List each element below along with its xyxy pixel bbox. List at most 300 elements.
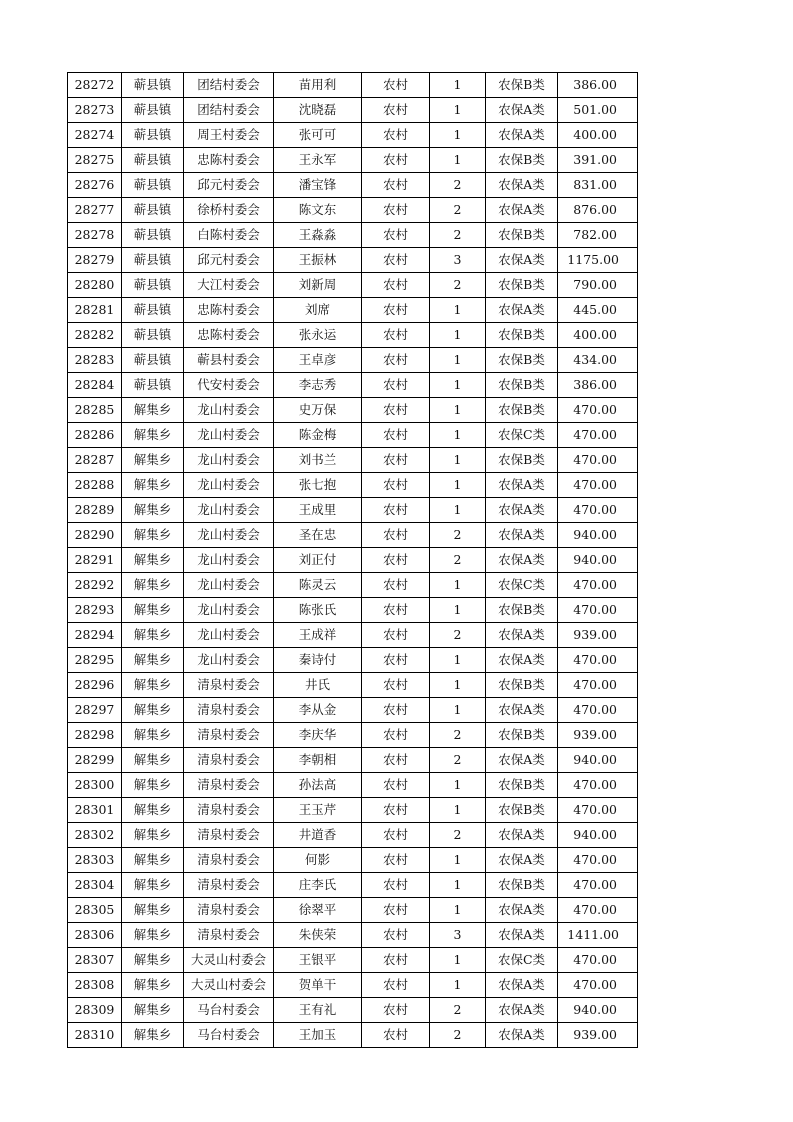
cell-name: 刘新周 bbox=[274, 273, 362, 298]
cell-count: 2 bbox=[430, 998, 486, 1023]
cell-area: 农村 bbox=[362, 73, 430, 98]
table-row bbox=[68, 598, 638, 623]
cell-village: 大灵山村委会 bbox=[184, 948, 274, 973]
cell-id: 28308 bbox=[68, 973, 122, 998]
cell-name: 李从金 bbox=[274, 698, 362, 723]
cell-village: 清泉村委会 bbox=[184, 848, 274, 873]
cell-area: 农村 bbox=[362, 148, 430, 173]
cell-name: 王玉芹 bbox=[274, 798, 362, 823]
cell-name: 陈文东 bbox=[274, 198, 362, 223]
table-row bbox=[68, 798, 638, 823]
cell-town: 解集乡 bbox=[122, 773, 184, 798]
cell-village: 清泉村委会 bbox=[184, 773, 274, 798]
cell-area: 农村 bbox=[362, 873, 430, 898]
cell-town: 解集乡 bbox=[122, 973, 184, 998]
records-table bbox=[67, 72, 638, 1048]
cell-name: 王银平 bbox=[274, 948, 362, 973]
cell-count: 1 bbox=[430, 448, 486, 473]
cell-id: 28304 bbox=[68, 873, 122, 898]
cell-town: 蕲县镇 bbox=[122, 273, 184, 298]
cell-id: 28310 bbox=[68, 1023, 122, 1048]
cell-amount: 434.00 bbox=[558, 348, 638, 373]
cell-id: 28290 bbox=[68, 523, 122, 548]
cell-town: 解集乡 bbox=[122, 898, 184, 923]
cell-type: 农保B类 bbox=[486, 773, 558, 798]
table-row bbox=[68, 298, 638, 323]
cell-town: 解集乡 bbox=[122, 448, 184, 473]
cell-id: 28288 bbox=[68, 473, 122, 498]
cell-type: 农保B类 bbox=[486, 223, 558, 248]
cell-amount: 400.00 bbox=[558, 323, 638, 348]
cell-name: 王淼淼 bbox=[274, 223, 362, 248]
cell-type: 农保A类 bbox=[486, 823, 558, 848]
table-row bbox=[68, 698, 638, 723]
cell-village: 马台村委会 bbox=[184, 998, 274, 1023]
cell-type: 农保B类 bbox=[486, 798, 558, 823]
cell-type: 农保A类 bbox=[486, 973, 558, 998]
cell-name: 王振林 bbox=[274, 248, 362, 273]
cell-type: 农保C类 bbox=[486, 423, 558, 448]
cell-town: 解集乡 bbox=[122, 548, 184, 573]
cell-type: 农保A类 bbox=[486, 698, 558, 723]
cell-village: 龙山村委会 bbox=[184, 448, 274, 473]
cell-type: 农保B类 bbox=[486, 148, 558, 173]
cell-area: 农村 bbox=[362, 498, 430, 523]
table-row bbox=[68, 723, 638, 748]
cell-id: 28275 bbox=[68, 148, 122, 173]
cell-id: 28282 bbox=[68, 323, 122, 348]
table-row bbox=[68, 898, 638, 923]
cell-type: 农保B类 bbox=[486, 73, 558, 98]
cell-amount: 470.00 bbox=[558, 948, 638, 973]
cell-village: 团结村委会 bbox=[184, 98, 274, 123]
cell-amount: 1411.00 bbox=[558, 923, 638, 948]
cell-area: 农村 bbox=[362, 998, 430, 1023]
cell-amount: 470.00 bbox=[558, 498, 638, 523]
cell-name: 王卓彦 bbox=[274, 348, 362, 373]
cell-town: 解集乡 bbox=[122, 623, 184, 648]
cell-type: 农保B类 bbox=[486, 673, 558, 698]
cell-town: 解集乡 bbox=[122, 723, 184, 748]
cell-id: 28287 bbox=[68, 448, 122, 473]
cell-village: 徐桥村委会 bbox=[184, 198, 274, 223]
cell-id: 28280 bbox=[68, 273, 122, 298]
cell-type: 农保A类 bbox=[486, 298, 558, 323]
cell-area: 农村 bbox=[362, 973, 430, 998]
cell-town: 蕲县镇 bbox=[122, 298, 184, 323]
table-row bbox=[68, 98, 638, 123]
cell-village: 清泉村委会 bbox=[184, 798, 274, 823]
cell-area: 农村 bbox=[362, 98, 430, 123]
table-row bbox=[68, 448, 638, 473]
cell-count: 1 bbox=[430, 948, 486, 973]
cell-name: 李志秀 bbox=[274, 373, 362, 398]
cell-amount: 386.00 bbox=[558, 73, 638, 98]
cell-name: 刘正付 bbox=[274, 548, 362, 573]
cell-amount: 782.00 bbox=[558, 223, 638, 248]
table-row bbox=[68, 573, 638, 598]
cell-town: 解集乡 bbox=[122, 398, 184, 423]
cell-area: 农村 bbox=[362, 248, 430, 273]
cell-name: 王有礼 bbox=[274, 998, 362, 1023]
cell-count: 1 bbox=[430, 98, 486, 123]
cell-name: 何影 bbox=[274, 848, 362, 873]
cell-area: 农村 bbox=[362, 848, 430, 873]
table-row bbox=[68, 323, 638, 348]
cell-amount: 470.00 bbox=[558, 898, 638, 923]
cell-type: 农保A类 bbox=[486, 98, 558, 123]
cell-village: 忠陈村委会 bbox=[184, 148, 274, 173]
cell-count: 1 bbox=[430, 873, 486, 898]
cell-town: 解集乡 bbox=[122, 698, 184, 723]
table-row bbox=[68, 848, 638, 873]
table-row bbox=[68, 473, 638, 498]
cell-count: 1 bbox=[430, 298, 486, 323]
cell-town: 解集乡 bbox=[122, 573, 184, 598]
cell-id: 28283 bbox=[68, 348, 122, 373]
cell-town: 蕲县镇 bbox=[122, 173, 184, 198]
cell-id: 28302 bbox=[68, 823, 122, 848]
table-row bbox=[68, 123, 638, 148]
cell-village: 龙山村委会 bbox=[184, 548, 274, 573]
cell-amount: 939.00 bbox=[558, 723, 638, 748]
cell-count: 2 bbox=[430, 623, 486, 648]
cell-area: 农村 bbox=[362, 273, 430, 298]
cell-village: 忠陈村委会 bbox=[184, 298, 274, 323]
cell-town: 解集乡 bbox=[122, 648, 184, 673]
cell-village: 龙山村委会 bbox=[184, 473, 274, 498]
table-row bbox=[68, 173, 638, 198]
cell-area: 农村 bbox=[362, 223, 430, 248]
cell-village: 马台村委会 bbox=[184, 1023, 274, 1048]
cell-count: 1 bbox=[430, 798, 486, 823]
table-row bbox=[68, 548, 638, 573]
cell-type: 农保A类 bbox=[486, 523, 558, 548]
cell-town: 蕲县镇 bbox=[122, 123, 184, 148]
cell-area: 农村 bbox=[362, 898, 430, 923]
cell-id: 28293 bbox=[68, 598, 122, 623]
cell-type: 农保B类 bbox=[486, 448, 558, 473]
cell-area: 农村 bbox=[362, 948, 430, 973]
cell-type: 农保A类 bbox=[486, 923, 558, 948]
cell-town: 解集乡 bbox=[122, 848, 184, 873]
cell-amount: 940.00 bbox=[558, 823, 638, 848]
cell-type: 农保A类 bbox=[486, 198, 558, 223]
cell-amount: 470.00 bbox=[558, 973, 638, 998]
cell-town: 蕲县镇 bbox=[122, 98, 184, 123]
cell-name: 井道香 bbox=[274, 823, 362, 848]
cell-id: 28291 bbox=[68, 548, 122, 573]
cell-town: 蕲县镇 bbox=[122, 373, 184, 398]
cell-type: 农保A类 bbox=[486, 248, 558, 273]
cell-amount: 470.00 bbox=[558, 773, 638, 798]
cell-area: 农村 bbox=[362, 573, 430, 598]
cell-name: 张永运 bbox=[274, 323, 362, 348]
cell-village: 蕲县村委会 bbox=[184, 348, 274, 373]
table-row bbox=[68, 273, 638, 298]
cell-village: 龙山村委会 bbox=[184, 623, 274, 648]
cell-id: 28278 bbox=[68, 223, 122, 248]
cell-amount: 470.00 bbox=[558, 448, 638, 473]
cell-amount: 876.00 bbox=[558, 198, 638, 223]
cell-id: 28294 bbox=[68, 623, 122, 648]
table-row bbox=[68, 148, 638, 173]
table-row bbox=[68, 998, 638, 1023]
cell-village: 清泉村委会 bbox=[184, 723, 274, 748]
cell-count: 2 bbox=[430, 523, 486, 548]
cell-amount: 386.00 bbox=[558, 373, 638, 398]
cell-area: 农村 bbox=[362, 173, 430, 198]
cell-town: 蕲县镇 bbox=[122, 248, 184, 273]
cell-id: 28277 bbox=[68, 198, 122, 223]
cell-id: 28296 bbox=[68, 673, 122, 698]
cell-name: 孙法高 bbox=[274, 773, 362, 798]
cell-count: 1 bbox=[430, 673, 486, 698]
cell-area: 农村 bbox=[362, 323, 430, 348]
cell-town: 解集乡 bbox=[122, 1023, 184, 1048]
cell-amount: 940.00 bbox=[558, 523, 638, 548]
cell-id: 28297 bbox=[68, 698, 122, 723]
cell-name: 井氏 bbox=[274, 673, 362, 698]
cell-amount: 501.00 bbox=[558, 98, 638, 123]
cell-count: 1 bbox=[430, 898, 486, 923]
cell-id: 28276 bbox=[68, 173, 122, 198]
cell-count: 2 bbox=[430, 1023, 486, 1048]
table-row bbox=[68, 248, 638, 273]
cell-name: 史万保 bbox=[274, 398, 362, 423]
table-row bbox=[68, 923, 638, 948]
cell-village: 清泉村委会 bbox=[184, 748, 274, 773]
cell-village: 大江村委会 bbox=[184, 273, 274, 298]
cell-area: 农村 bbox=[362, 748, 430, 773]
cell-village: 大灵山村委会 bbox=[184, 973, 274, 998]
table-row bbox=[68, 198, 638, 223]
table-row bbox=[68, 1023, 638, 1048]
table-row bbox=[68, 948, 638, 973]
cell-type: 农保A类 bbox=[486, 898, 558, 923]
cell-village: 邱元村委会 bbox=[184, 173, 274, 198]
cell-count: 2 bbox=[430, 223, 486, 248]
cell-type: 农保B类 bbox=[486, 323, 558, 348]
cell-name: 徐翠平 bbox=[274, 898, 362, 923]
cell-count: 1 bbox=[430, 123, 486, 148]
cell-amount: 470.00 bbox=[558, 473, 638, 498]
cell-town: 解集乡 bbox=[122, 523, 184, 548]
table-row bbox=[68, 873, 638, 898]
cell-area: 农村 bbox=[362, 598, 430, 623]
cell-id: 28300 bbox=[68, 773, 122, 798]
cell-count: 3 bbox=[430, 248, 486, 273]
cell-amount: 470.00 bbox=[558, 798, 638, 823]
cell-town: 蕲县镇 bbox=[122, 348, 184, 373]
cell-town: 解集乡 bbox=[122, 998, 184, 1023]
cell-area: 农村 bbox=[362, 623, 430, 648]
cell-area: 农村 bbox=[362, 773, 430, 798]
table-row bbox=[68, 623, 638, 648]
cell-id: 28273 bbox=[68, 98, 122, 123]
cell-name: 刘书兰 bbox=[274, 448, 362, 473]
cell-id: 28309 bbox=[68, 998, 122, 1023]
cell-count: 2 bbox=[430, 723, 486, 748]
cell-area: 农村 bbox=[362, 448, 430, 473]
cell-id: 28272 bbox=[68, 73, 122, 98]
cell-amount: 470.00 bbox=[558, 673, 638, 698]
table-row bbox=[68, 973, 638, 998]
table-row bbox=[68, 823, 638, 848]
cell-town: 解集乡 bbox=[122, 498, 184, 523]
cell-amount: 790.00 bbox=[558, 273, 638, 298]
cell-amount: 940.00 bbox=[558, 748, 638, 773]
cell-village: 代安村委会 bbox=[184, 373, 274, 398]
cell-area: 农村 bbox=[362, 1023, 430, 1048]
cell-type: 农保B类 bbox=[486, 873, 558, 898]
cell-name: 王成祥 bbox=[274, 623, 362, 648]
cell-village: 清泉村委会 bbox=[184, 923, 274, 948]
cell-amount: 470.00 bbox=[558, 398, 638, 423]
cell-count: 1 bbox=[430, 373, 486, 398]
cell-village: 龙山村委会 bbox=[184, 598, 274, 623]
cell-id: 28303 bbox=[68, 848, 122, 873]
cell-count: 1 bbox=[430, 148, 486, 173]
cell-count: 1 bbox=[430, 323, 486, 348]
cell-name: 王成里 bbox=[274, 498, 362, 523]
table-row bbox=[68, 73, 638, 98]
cell-town: 解集乡 bbox=[122, 823, 184, 848]
cell-area: 农村 bbox=[362, 648, 430, 673]
cell-type: 农保A类 bbox=[486, 473, 558, 498]
cell-area: 农村 bbox=[362, 473, 430, 498]
cell-name: 朱侠荣 bbox=[274, 923, 362, 948]
cell-name: 苗用利 bbox=[274, 73, 362, 98]
cell-amount: 470.00 bbox=[558, 423, 638, 448]
cell-id: 28281 bbox=[68, 298, 122, 323]
cell-village: 清泉村委会 bbox=[184, 898, 274, 923]
cell-amount: 445.00 bbox=[558, 298, 638, 323]
cell-name: 贺单干 bbox=[274, 973, 362, 998]
cell-id: 28292 bbox=[68, 573, 122, 598]
cell-area: 农村 bbox=[362, 423, 430, 448]
cell-area: 农村 bbox=[362, 823, 430, 848]
cell-area: 农村 bbox=[362, 298, 430, 323]
cell-id: 28295 bbox=[68, 648, 122, 673]
cell-amount: 1175.00 bbox=[558, 248, 638, 273]
cell-id: 28279 bbox=[68, 248, 122, 273]
cell-name: 沈晓磊 bbox=[274, 98, 362, 123]
cell-town: 解集乡 bbox=[122, 598, 184, 623]
table-body bbox=[68, 73, 638, 1048]
cell-id: 28307 bbox=[68, 948, 122, 973]
cell-area: 农村 bbox=[362, 198, 430, 223]
cell-amount: 400.00 bbox=[558, 123, 638, 148]
cell-town: 解集乡 bbox=[122, 923, 184, 948]
cell-area: 农村 bbox=[362, 923, 430, 948]
cell-town: 解集乡 bbox=[122, 473, 184, 498]
cell-count: 2 bbox=[430, 198, 486, 223]
cell-town: 蕲县镇 bbox=[122, 223, 184, 248]
cell-village: 清泉村委会 bbox=[184, 698, 274, 723]
cell-name: 张七抱 bbox=[274, 473, 362, 498]
cell-amount: 939.00 bbox=[558, 623, 638, 648]
cell-type: 农保A类 bbox=[486, 498, 558, 523]
cell-type: 农保A类 bbox=[486, 748, 558, 773]
cell-count: 1 bbox=[430, 398, 486, 423]
cell-name: 陈灵云 bbox=[274, 573, 362, 598]
cell-area: 农村 bbox=[362, 523, 430, 548]
cell-town: 解集乡 bbox=[122, 673, 184, 698]
cell-town: 解集乡 bbox=[122, 423, 184, 448]
cell-village: 清泉村委会 bbox=[184, 823, 274, 848]
cell-village: 白陈村委会 bbox=[184, 223, 274, 248]
cell-name: 陈张氏 bbox=[274, 598, 362, 623]
cell-type: 农保A类 bbox=[486, 1023, 558, 1048]
cell-id: 28284 bbox=[68, 373, 122, 398]
cell-count: 1 bbox=[430, 498, 486, 523]
cell-type: 农保B类 bbox=[486, 273, 558, 298]
cell-area: 农村 bbox=[362, 548, 430, 573]
cell-area: 农村 bbox=[362, 348, 430, 373]
cell-area: 农村 bbox=[362, 698, 430, 723]
cell-village: 龙山村委会 bbox=[184, 523, 274, 548]
cell-town: 解集乡 bbox=[122, 798, 184, 823]
cell-town: 解集乡 bbox=[122, 873, 184, 898]
cell-count: 1 bbox=[430, 973, 486, 998]
cell-name: 秦诗付 bbox=[274, 648, 362, 673]
cell-type: 农保A类 bbox=[486, 648, 558, 673]
cell-type: 农保B类 bbox=[486, 598, 558, 623]
cell-amount: 470.00 bbox=[558, 648, 638, 673]
table-row bbox=[68, 648, 638, 673]
cell-amount: 470.00 bbox=[558, 873, 638, 898]
cell-town: 解集乡 bbox=[122, 948, 184, 973]
cell-name: 刘席 bbox=[274, 298, 362, 323]
cell-id: 28298 bbox=[68, 723, 122, 748]
cell-id: 28305 bbox=[68, 898, 122, 923]
cell-village: 清泉村委会 bbox=[184, 673, 274, 698]
cell-area: 农村 bbox=[362, 723, 430, 748]
table-row bbox=[68, 773, 638, 798]
cell-village: 周王村委会 bbox=[184, 123, 274, 148]
table-row bbox=[68, 673, 638, 698]
cell-type: 农保B类 bbox=[486, 373, 558, 398]
table-row bbox=[68, 423, 638, 448]
cell-area: 农村 bbox=[362, 673, 430, 698]
cell-village: 龙山村委会 bbox=[184, 498, 274, 523]
cell-amount: 831.00 bbox=[558, 173, 638, 198]
cell-count: 1 bbox=[430, 73, 486, 98]
cell-type: 农保B类 bbox=[486, 723, 558, 748]
cell-amount: 940.00 bbox=[558, 548, 638, 573]
cell-count: 2 bbox=[430, 273, 486, 298]
cell-count: 1 bbox=[430, 598, 486, 623]
cell-type: 农保A类 bbox=[486, 623, 558, 648]
table-row bbox=[68, 748, 638, 773]
cell-count: 1 bbox=[430, 423, 486, 448]
cell-type: 农保A类 bbox=[486, 548, 558, 573]
cell-type: 农保B类 bbox=[486, 398, 558, 423]
cell-amount: 940.00 bbox=[558, 998, 638, 1023]
cell-count: 1 bbox=[430, 348, 486, 373]
cell-count: 1 bbox=[430, 698, 486, 723]
cell-name: 李朝相 bbox=[274, 748, 362, 773]
cell-type: 农保B类 bbox=[486, 348, 558, 373]
cell-village: 忠陈村委会 bbox=[184, 323, 274, 348]
cell-name: 圣在忠 bbox=[274, 523, 362, 548]
cell-count: 1 bbox=[430, 773, 486, 798]
cell-count: 1 bbox=[430, 573, 486, 598]
cell-count: 2 bbox=[430, 548, 486, 573]
cell-type: 农保C类 bbox=[486, 948, 558, 973]
table-row bbox=[68, 523, 638, 548]
